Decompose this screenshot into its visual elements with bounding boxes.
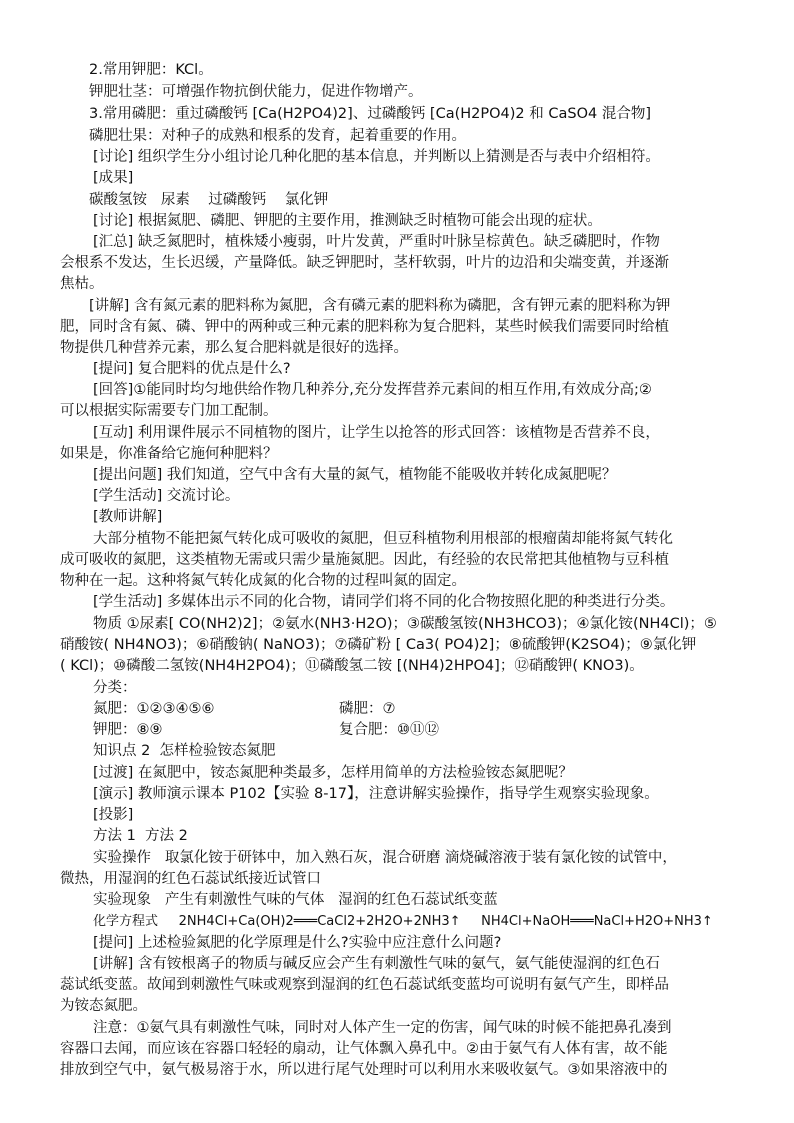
text-line: [回答]①能同时均匀地供给作物几种养分,充分发挥营养元素间的相互作用,有效成分高;②: [93, 382, 652, 398]
text-line: ( KCl)；⑩磷酸二氢铵(NH4H2PO4)；⑪磷酸氢二铵 [(NH4)2HPO4]；⑫硝酸钾( KNO3)。: [60, 658, 644, 674]
text-line: 实验操作 取氯化铵于研钵中，加入熟石灰，混合研磨 滴烧碱溶液于装有氯化铵的试管中，: [93, 850, 677, 866]
text-line: 3.常用磷肥：重过磷酸钙 [Ca(H2PO4)2]、过磷酸钙 [Ca(H2PO4)2 和 CaSO4 混合物]: [89, 106, 651, 122]
text-line: 物质 ①尿素[ CO(NH2)2]；②氨水(NH3·H2O)；③碳酸氢铵(NH3HCO3)；④氯化铵(NH4Cl)；⑤: [93, 616, 717, 632]
text-line: [提问] 复合肥料的优点是什么?: [93, 361, 291, 377]
text-line: [学生活动] 交流讨论。: [93, 488, 240, 504]
text-line: [过渡] 在氮肥中，铵态氮肥种类最多，怎样用简单的方法检验铵态氮肥呢？: [93, 765, 573, 781]
text-line: 物提供几种营养元素，那么复合肥料就是很好的选择。: [60, 340, 408, 356]
text-line: [投影]: [93, 807, 134, 823]
section-heading: 知识点 2 怎样检验铵态氮肥: [93, 743, 276, 759]
text-line: 排放到空气中，氨气极易溶于水，所以进行尾气处理时可以利用水来吸收氨气。③如果溶液中的: [60, 1062, 668, 1078]
classification-phosphorus: 磷肥：⑦: [339, 701, 396, 717]
text-line: [学生活动] 多媒体出示不同的化合物，请同学们将不同的化合物按照化肥的种类进行分类。: [93, 594, 675, 610]
text-line: 磷肥壮果：对种子的成熟和根系的发育，起着重要的作用。: [89, 128, 466, 144]
text-line: 2.常用钾肥：KCl。: [89, 62, 213, 78]
classification-compound: 复合肥：⑩⑪⑫: [339, 722, 439, 738]
text-line: 微热，用湿润的红色石蕊试纸接近试管口: [60, 871, 321, 887]
text-line: 可以根据实际需要专门加工配制。: [60, 403, 278, 419]
text-line: 注意：①氨气具有刺激性气味，同时对人体产生一定的伤害，闻气味的时候不能把鼻孔凑到: [93, 1020, 672, 1036]
text-line: 物种在一起。这种将氮气转化成氮的化合物的过程叫氮的固定。: [60, 573, 466, 589]
classification-nitrogen: 氮肥：①②③④⑤⑥: [93, 701, 215, 717]
classification-potassium: 钾肥：⑧⑨: [93, 722, 163, 738]
text-line: 为铵态氮肥。: [60, 998, 147, 1014]
text-line: 方法 1 方法 2: [93, 828, 188, 844]
text-line: [讲解] 含有氮元素的肥料称为氮肥，含有磷元素的肥料称为磷肥，含有钾元素的肥料称为钾: [89, 298, 671, 314]
text-line: [讨论] 根据氮肥、磷肥、钾肥的主要作用，推测缺乏时植物可能会出现的症状。: [93, 213, 602, 229]
text-line: 蕊试纸变蓝。故闻到刺激性气味或观察到湿润的红色石蕊试纸变蓝均可说明有氨气产生，即样品: [60, 977, 669, 993]
text-line: [提出问题] 我们知道，空气中含有大量的氮气，植物能不能吸收并转化成氮肥呢？: [93, 467, 617, 483]
text-line: [汇总] 缺乏氮肥时，植株矮小瘦弱，叶片发黄，严重时叶脉呈棕黄色。缺乏磷肥时，作物: [93, 234, 660, 250]
text-line: [讲解] 含有铵根离子的物质与碱反应会产生有刺激性气味的氨气，氨气能使湿润的红色石: [93, 956, 660, 972]
text-line: 实验现象 产生有刺激性气味的气体 湿润的红色石蕊试纸变蓝: [93, 892, 498, 908]
text-line: [讨论] 组织学生分小组讨论几种化肥的基本信息，并判断以上猜测是否与表中介绍相符。: [93, 149, 660, 165]
text-line: [演示] 教师演示课本 P102【实验 8-17】，注意讲解实验操作，指导学生观察实验现象。: [93, 786, 659, 802]
text-line: 大部分植物不能把氮气转化成可吸收的氮肥，但豆科植物利用根部的根瘤菌却能将氮气转化: [93, 531, 673, 547]
text-line: 硝酸铵( NH4NO3)；⑥硝酸钠( NaNO3)；⑦磷矿粉 [ Ca3( PO4)2]；⑧硫酸钾(K2SO4)；⑨氯化钾: [60, 637, 697, 653]
text-line: [成果]: [93, 170, 134, 186]
text-line: [教师讲解]: [93, 509, 163, 525]
text-line: 焦枯。: [60, 276, 104, 292]
text-line: 肥，同时含有氮、磷、钾中的两种或三种元素的肥料称为复合肥料，某些时候我们需要同时给植: [60, 319, 669, 335]
text-line: 成可吸收的氮肥，这类植物无需或只需少量施氮肥。因此，有经验的农民常把其他植物与豆科植: [60, 552, 669, 568]
text-line: [提问] 上述检验氮肥的化学原理是什么?实验中应注意什么问题?: [93, 935, 502, 951]
text-line: 分类：: [93, 680, 137, 696]
text-line: 如果是，你准备给它施何种肥料？: [60, 446, 278, 462]
text-line: 碳酸氢铵 尿素 过磷酸钙 氯化钾: [89, 192, 329, 208]
text-line: [互动] 利用课件展示不同植物的图片，让学生以抢答的形式回答：该植物是否营养不良，: [93, 425, 660, 441]
chemical-equation-line: 化学方程式 2NH4Cl+Ca(OH)2═══CaCl2+2H2O+2NH3↑ NH4Cl+NaOH═══NaCl+H2O+NH3↑: [93, 914, 713, 929]
text-line: 钾肥壮茎：可增强作物抗倒伏能力，促进作物增产。: [89, 84, 423, 100]
text-line: 容器口去闻，而应该在容器口轻轻的扇动，让气体飘入鼻孔中。②由于氨气有人体有害，故不能: [60, 1041, 668, 1057]
text-line: 会根系不发达，生长迟缓，产量降低。缺乏钾肥时，茎杆软弱，叶片的边沿和尖端变黄，并逐渐: [60, 255, 669, 271]
